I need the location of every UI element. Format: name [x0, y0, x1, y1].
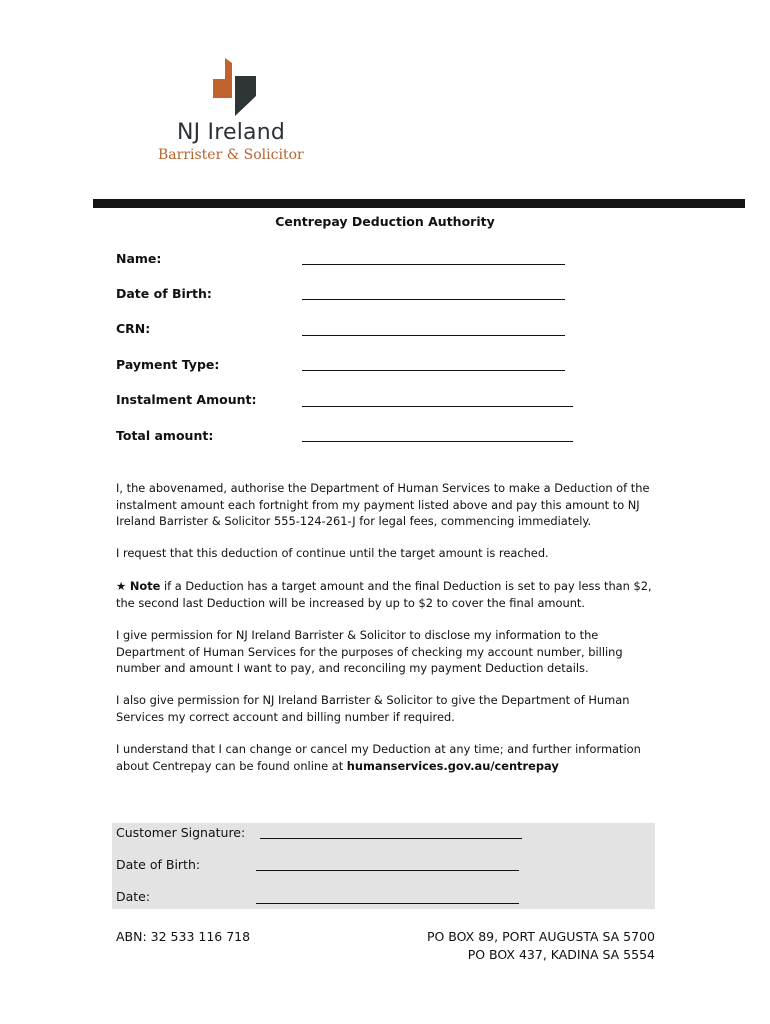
- signature-dob-field[interactable]: [256, 870, 519, 871]
- crn-label: CRN:: [116, 321, 151, 336]
- abn-text: ABN: 32 533 116 718: [116, 929, 251, 944]
- permission-paragraph-2: I also give permission for NJ Ireland Barrister & Solicitor to give the Department of Human Services my correct account and billing number if required.: [116, 693, 630, 724]
- logo-orange-block: [213, 79, 225, 98]
- logo-dark-shape: [235, 76, 256, 116]
- name-label: Name:: [116, 251, 162, 266]
- logo-name: NJ Ireland: [177, 120, 286, 145]
- instalment-amount-field[interactable]: [302, 406, 573, 407]
- payment-type-field[interactable]: [302, 370, 565, 371]
- note-label: Note: [129, 579, 161, 593]
- customer-signature-label: Customer Signature:: [116, 825, 246, 840]
- signature-date-label: Date:: [116, 889, 151, 904]
- date-of-birth-label: Date of Birth:: [116, 286, 212, 301]
- date-of-birth-field[interactable]: [302, 299, 565, 300]
- signature-date-field[interactable]: [256, 903, 519, 904]
- understand-paragraph: [116, 741, 661, 774]
- logo: [150, 58, 330, 168]
- understand-text: I understand that I can change or cancel my Deduction at any time; and further information about Centrepay can be found online at: [116, 742, 641, 773]
- instalment-amount-label: Instalment Amount:: [116, 392, 257, 407]
- total-amount-field[interactable]: [302, 441, 573, 442]
- header-rule: [93, 199, 745, 208]
- note-paragraph: [116, 578, 661, 611]
- signature-dob-label: Date of Birth:: [116, 857, 201, 872]
- address-line-1: PO BOX 89, PORT AUGUSTA SA 5700: [426, 929, 655, 944]
- logo-orange-bar: [225, 58, 232, 98]
- logo-tagline: Barrister & Solicitor: [158, 147, 304, 163]
- document-title: Centrepay Deduction Authority: [275, 214, 495, 229]
- authorise-paragraph: I, the abovenamed, authorise the Department of Human Services to make a Deduction of the instalment amount each fortnight from my payment listed above and pay this amount to NJ Ireland Barrister & Solicitor 555-124-261-J for legal fees, commencing immediately.: [116, 481, 650, 528]
- crn-field[interactable]: [302, 335, 565, 336]
- payment-type-label: Payment Type:: [116, 357, 220, 372]
- request-paragraph: I request that this deduction of continue until the target amount is reached.: [116, 546, 549, 560]
- permission-paragraph: I give permission for NJ Ireland Barrister & Solicitor to disclose my information to the Department of Human Services for the purposes of checking my account number, billing number and amount I want to pay, and reconciling my payment Deduction details.: [116, 628, 623, 675]
- note-text: if a Deduction has a target amount and the final Deduction is set to pay less than $2, the second last Deduction will be increased by up to $2 to cover the final amount.: [116, 579, 652, 610]
- address-line-2: PO BOX 437, KADINA SA 5554: [467, 947, 655, 962]
- star-icon: ★: [116, 579, 127, 593]
- name-field[interactable]: [302, 264, 565, 265]
- logo-mark-icon: [210, 58, 256, 116]
- centrepay-link[interactable]: humanservices.gov.au/centrepay: [346, 758, 559, 773]
- total-amount-label: Total amount:: [116, 428, 214, 443]
- customer-signature-field[interactable]: [260, 838, 522, 839]
